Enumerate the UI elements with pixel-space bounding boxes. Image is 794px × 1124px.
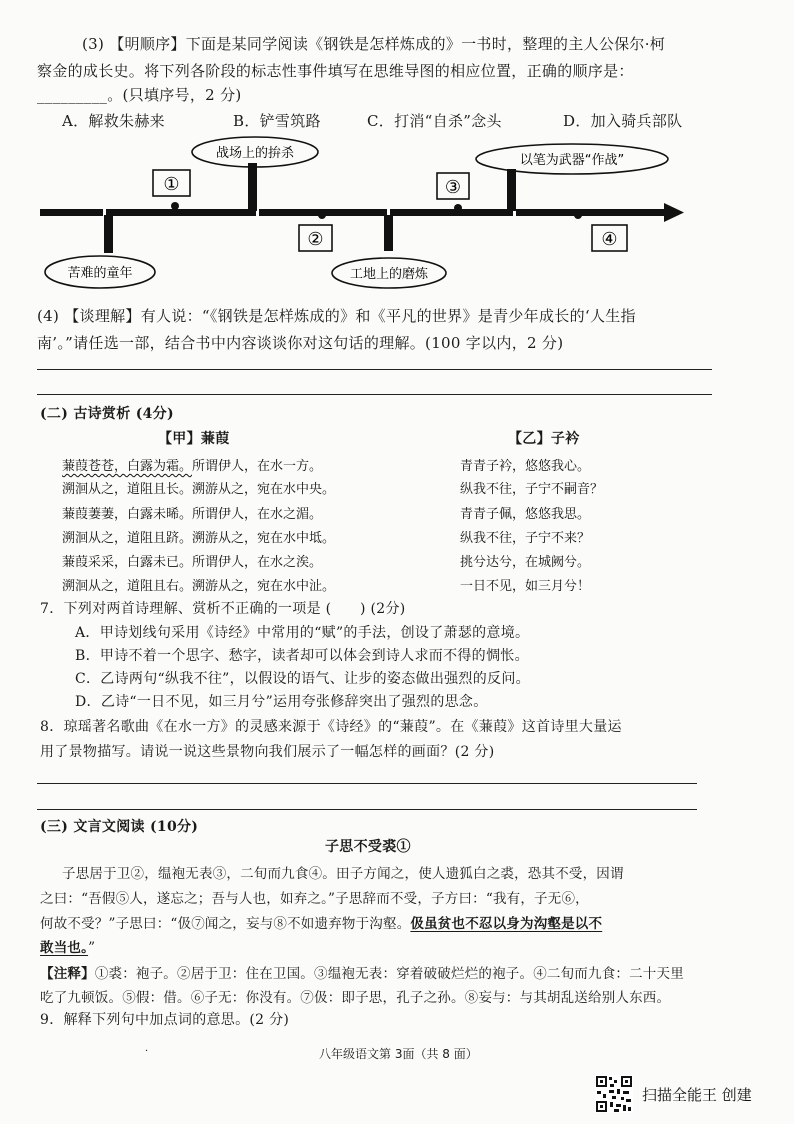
- classical-text-p4-rest: ”: [88, 940, 96, 956]
- qr-code-icon: [595, 1075, 633, 1113]
- answer-line: [37, 394, 712, 395]
- classical-text-p3-plain: 何故不受？”子思曰：“伋⑦闻之，妄与⑧不如遗弃物于沟壑。: [40, 916, 411, 932]
- q3-option-a: A．解救朱赫来: [62, 112, 165, 130]
- notes-text-1: ①裘：袍子。②居于卫：住在卫国。③缊袍无表：穿着破破烂烂的袍子。④二旬而九食：二十天里: [94, 966, 684, 982]
- timeline-box-2-label: ②: [307, 229, 324, 250]
- poem-b-line-6: 一日不见，如三月兮！: [460, 579, 591, 594]
- timeline-label-writing: 以笔为武器“作战”: [519, 153, 625, 168]
- poem-a-line-1-rest: 所谓伊人，在水一方。: [192, 459, 323, 474]
- classical-text-underlined-2: 敢当也。: [40, 940, 89, 956]
- poem-b-line-1: 青青子衿，悠悠我心。: [460, 459, 591, 474]
- poem-a-line-2: 溯洄从之，道阻且长。溯游从之，宛在水中央。: [62, 482, 336, 497]
- poem-b-line-2: 纵我不往，子宁不嗣音？: [460, 482, 604, 497]
- poem-a-title: 【甲】蒹葭: [158, 431, 230, 447]
- classical-text-p2: 之曰：“吾假⑤人，遂忘之；吾与人也，如弃之。”子思辞而不受，子方曰：“我有，子无⑥，: [40, 891, 589, 907]
- poem-b-title: 【乙】子衿: [508, 431, 580, 447]
- q3-option-d: D．加入骑兵部队: [563, 112, 683, 130]
- q4-line1: (4) 【谈理解】有人说：“《钢铁是怎样炼成的》和《平凡的世界》是青少年成长的‘人生指: [37, 307, 636, 325]
- poem-b-line-3: 青青子佩，悠悠我思。: [460, 507, 591, 522]
- notes-line1: [40, 962, 684, 982]
- timeline-box-3-label: ③: [444, 177, 462, 198]
- timeline-dot: [574, 211, 582, 219]
- q8-line2: 用了景物描写。请说一说这些景物向我们展示了一幅怎样的画面？(2 分): [40, 744, 495, 760]
- q4-line2: 南’。”请任选一部，结合书中内容谈谈你对这句话的理解。(100 字以内，2 分): [37, 334, 564, 352]
- q3-line1: (3) 【明顺序】下面是某同学阅读《钢铁是怎样炼成的》一书时，整理的主人公保尔·柯: [82, 35, 666, 53]
- timeline-box-4-label: ④: [601, 229, 618, 250]
- poem-a-line-4: 溯洄从之，道阻且跻。溯游从之，宛在水中坻。: [62, 531, 336, 546]
- notes-label: 【注释】: [40, 966, 95, 982]
- q3-line2: 察金的成长史。将下列各阶段的标志性事件填写在思维导图的相应位置，正确的顺序是：: [37, 62, 634, 80]
- timeline-box-1-label: ①: [163, 174, 180, 195]
- notes-line2: 吃了九顿饭。⑤假：借。⑥子无：你没有。⑦伋：即子思，孔子之孙。⑧妄与：与其胡乱送给别人东西。: [40, 990, 671, 1006]
- timeline-label-childhood: 苦难的童年: [67, 266, 133, 281]
- classical-text-p1: 子思居于卫②，缊袍无表③，二旬而九食④。田子方闻之，使人遗狐白之裘，恐其不受，因谓: [62, 866, 624, 882]
- timeline-diagram: [0, 135, 794, 295]
- answer-line: [37, 369, 712, 370]
- q3-option-b: B．铲雪筑路: [233, 112, 321, 130]
- q7-option-d: D．乙诗“一日不见，如三月兮”运用夸张修辞突出了强烈的思念。: [75, 694, 488, 710]
- section-3-heading: (三) 文言文阅读 (10分): [40, 819, 199, 835]
- timeline-dot: [171, 202, 179, 210]
- q8-line1: 8．琼瑶著名歌曲《在水一方》的灵感来源于《诗经》的“蒹葭”。在《蒹葭》这首诗里大量运: [40, 719, 622, 735]
- answer-line: [37, 809, 697, 810]
- poem-a-line-6: 溯洄从之，道阻且右。溯游从之，宛在水中沚。: [62, 579, 336, 594]
- timeline-arrowhead: [664, 203, 684, 222]
- stray-mark: ·: [145, 1046, 149, 1057]
- q7-option-c: C．乙诗两句“纵我不往”，以假设的语气、让步的姿态做出强烈的反问。: [75, 671, 530, 687]
- timeline-label-worksite: 工地上的磨炼: [349, 267, 429, 282]
- answer-line: [37, 783, 697, 784]
- q3-option-c: C．打消“自杀”念头: [367, 112, 502, 130]
- classical-text-underlined-1: 伋虽贫也不忍以身为沟壑是以不: [410, 916, 603, 932]
- classical-text-p4: [40, 936, 95, 956]
- timeline-dot: [454, 204, 462, 212]
- poem-b-line-4: 纵我不往，子宁不来？: [460, 531, 591, 546]
- q9-stem: 9．解释下列句中加点词的意思。(2 分): [40, 1012, 290, 1028]
- page-number: 八年级语文第 3面（共 8 面）: [319, 1047, 478, 1061]
- classical-text-p3: [40, 912, 602, 932]
- scanner-watermark: 扫描全能王 创建: [642, 1086, 752, 1104]
- q7-option-b: B．甲诗不着一个思字、愁字，读者却可以体会到诗人求而不得的惆怅。: [75, 648, 529, 664]
- timeline-dot: [318, 211, 326, 219]
- classical-text-title: 子思不受裘①: [325, 839, 411, 855]
- poem-a-line-1: [62, 455, 322, 474]
- timeline-label-battlefield: 战场上的拚杀: [215, 146, 295, 161]
- poem-a-underlined-phrase: 蒹葭苍苍，白露为霜。: [62, 459, 193, 474]
- poem-a-line-3: 蒹葭萋萋，白露未晞。所谓伊人，在水之湄。: [62, 507, 323, 522]
- poem-a-line-5: 蒹葭采采，白露未已。所谓伊人，在水之涘。: [62, 555, 323, 570]
- section-2-heading: (二) 古诗赏析 (4分): [40, 406, 174, 422]
- q7-stem: 7．下列对两首诗理解、赏析不正确的一项是 ( ) (2分): [40, 601, 406, 617]
- q7-option-a: A．甲诗划线句采用《诗经》中常用的“赋”的手法，创设了萧瑟的意境。: [75, 625, 530, 641]
- q3-line3: _________。(只填序号，2 分): [37, 86, 242, 104]
- poem-b-line-5: 挑兮达兮，在城阙兮。: [460, 555, 591, 570]
